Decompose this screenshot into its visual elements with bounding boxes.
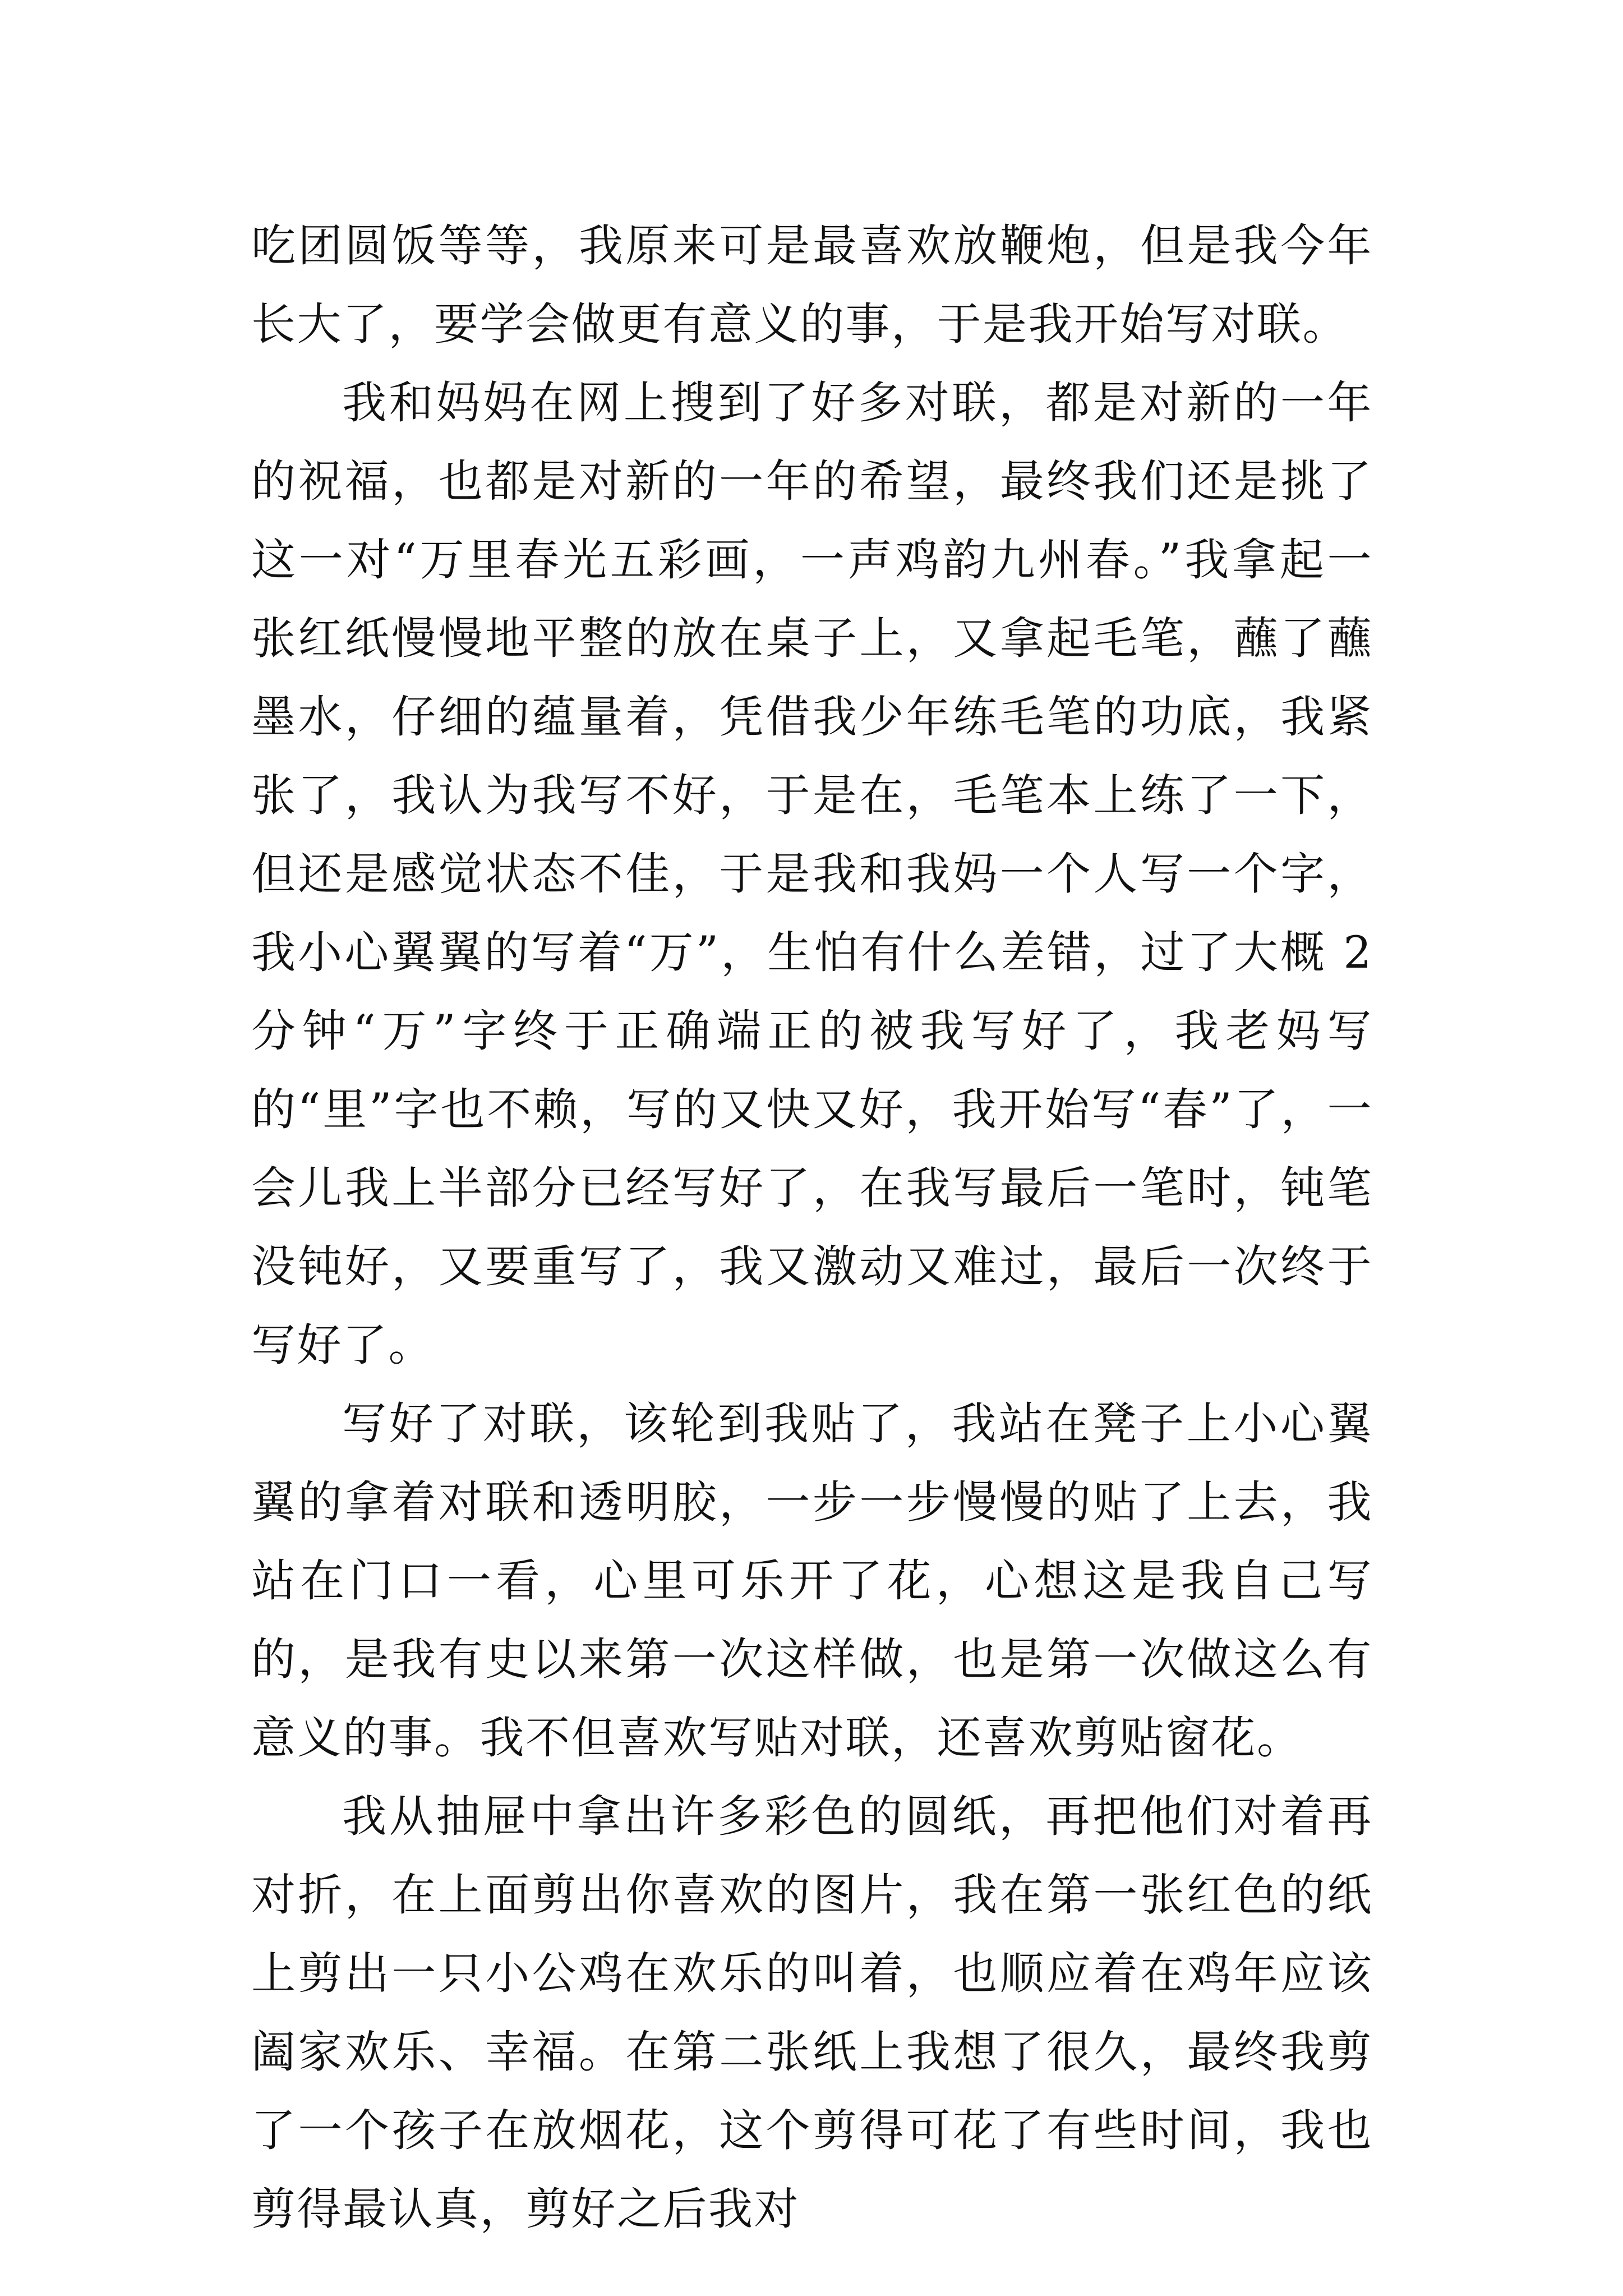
paragraph: 我从抽屉中拿出许多彩色的圆纸，再把他们对着再对折，在上面剪出你喜欢的图片，我在第一张红色的纸上剪出一只小公鸡在欢乐的叫着，也顺应着在鸡年应该阖家欢乐、幸福。在第二张纸上我想了很久，最终我剪了一个孩子在放烟花，这个剪得可花了有些时间，我也剪得最认真，剪好之后我对 — [251, 1791, 1373, 2235]
paragraph: 我和妈妈在网上搜到了好多对联，都是对新的一年的祝福，也都是对新的一年的希望，最终我们还是挑了这一对“万里春光五彩画，一声鸡韵九州春。”我拿起一张红纸慢慢地平整的放在桌子上，又拿起毛笔，蘸了蘸墨水，仔细的蕴量着，凭借我少年练毛笔的功底，我紧张了，我认为我写不好，于是在，毛笔本上练了一下，但还是感觉状态不佳，于是我和我妈一个人写一个字，我小心翼翼的写着“万”，生怕有什么差错，过了大概 2 分钟“万”字终于正确端正的被我写好了，我老妈写的“里”字也不赖，写的又快又好，我开始写“春”了，一会儿我上半部分已经写好了，在我写最后一笔时，钝笔没钝好，又要重写了，我又激动又难过，最后一次终于写好了。 — [251, 377, 1373, 1371]
body-text — [251, 206, 1373, 2248]
paragraph: 写好了对联，该轮到我贴了，我站在凳子上小心翼翼的拿着对联和透明胶，一步一步慢慢的贴了上去，我站在门口一看，心里可乐开了花，心想这是我自己写的，是我有史以来第一次这样做，也是第一次做这么有意义的事。我不但喜欢写贴对联，还喜欢剪贴窗花。 — [251, 1398, 1373, 1764]
paragraph-continued: 吃团圆饭等等，我原来可是最喜欢放鞭炮，但是我今年长大了，要学会做更有意义的事，于是我开始写对联。 — [251, 220, 1373, 350]
